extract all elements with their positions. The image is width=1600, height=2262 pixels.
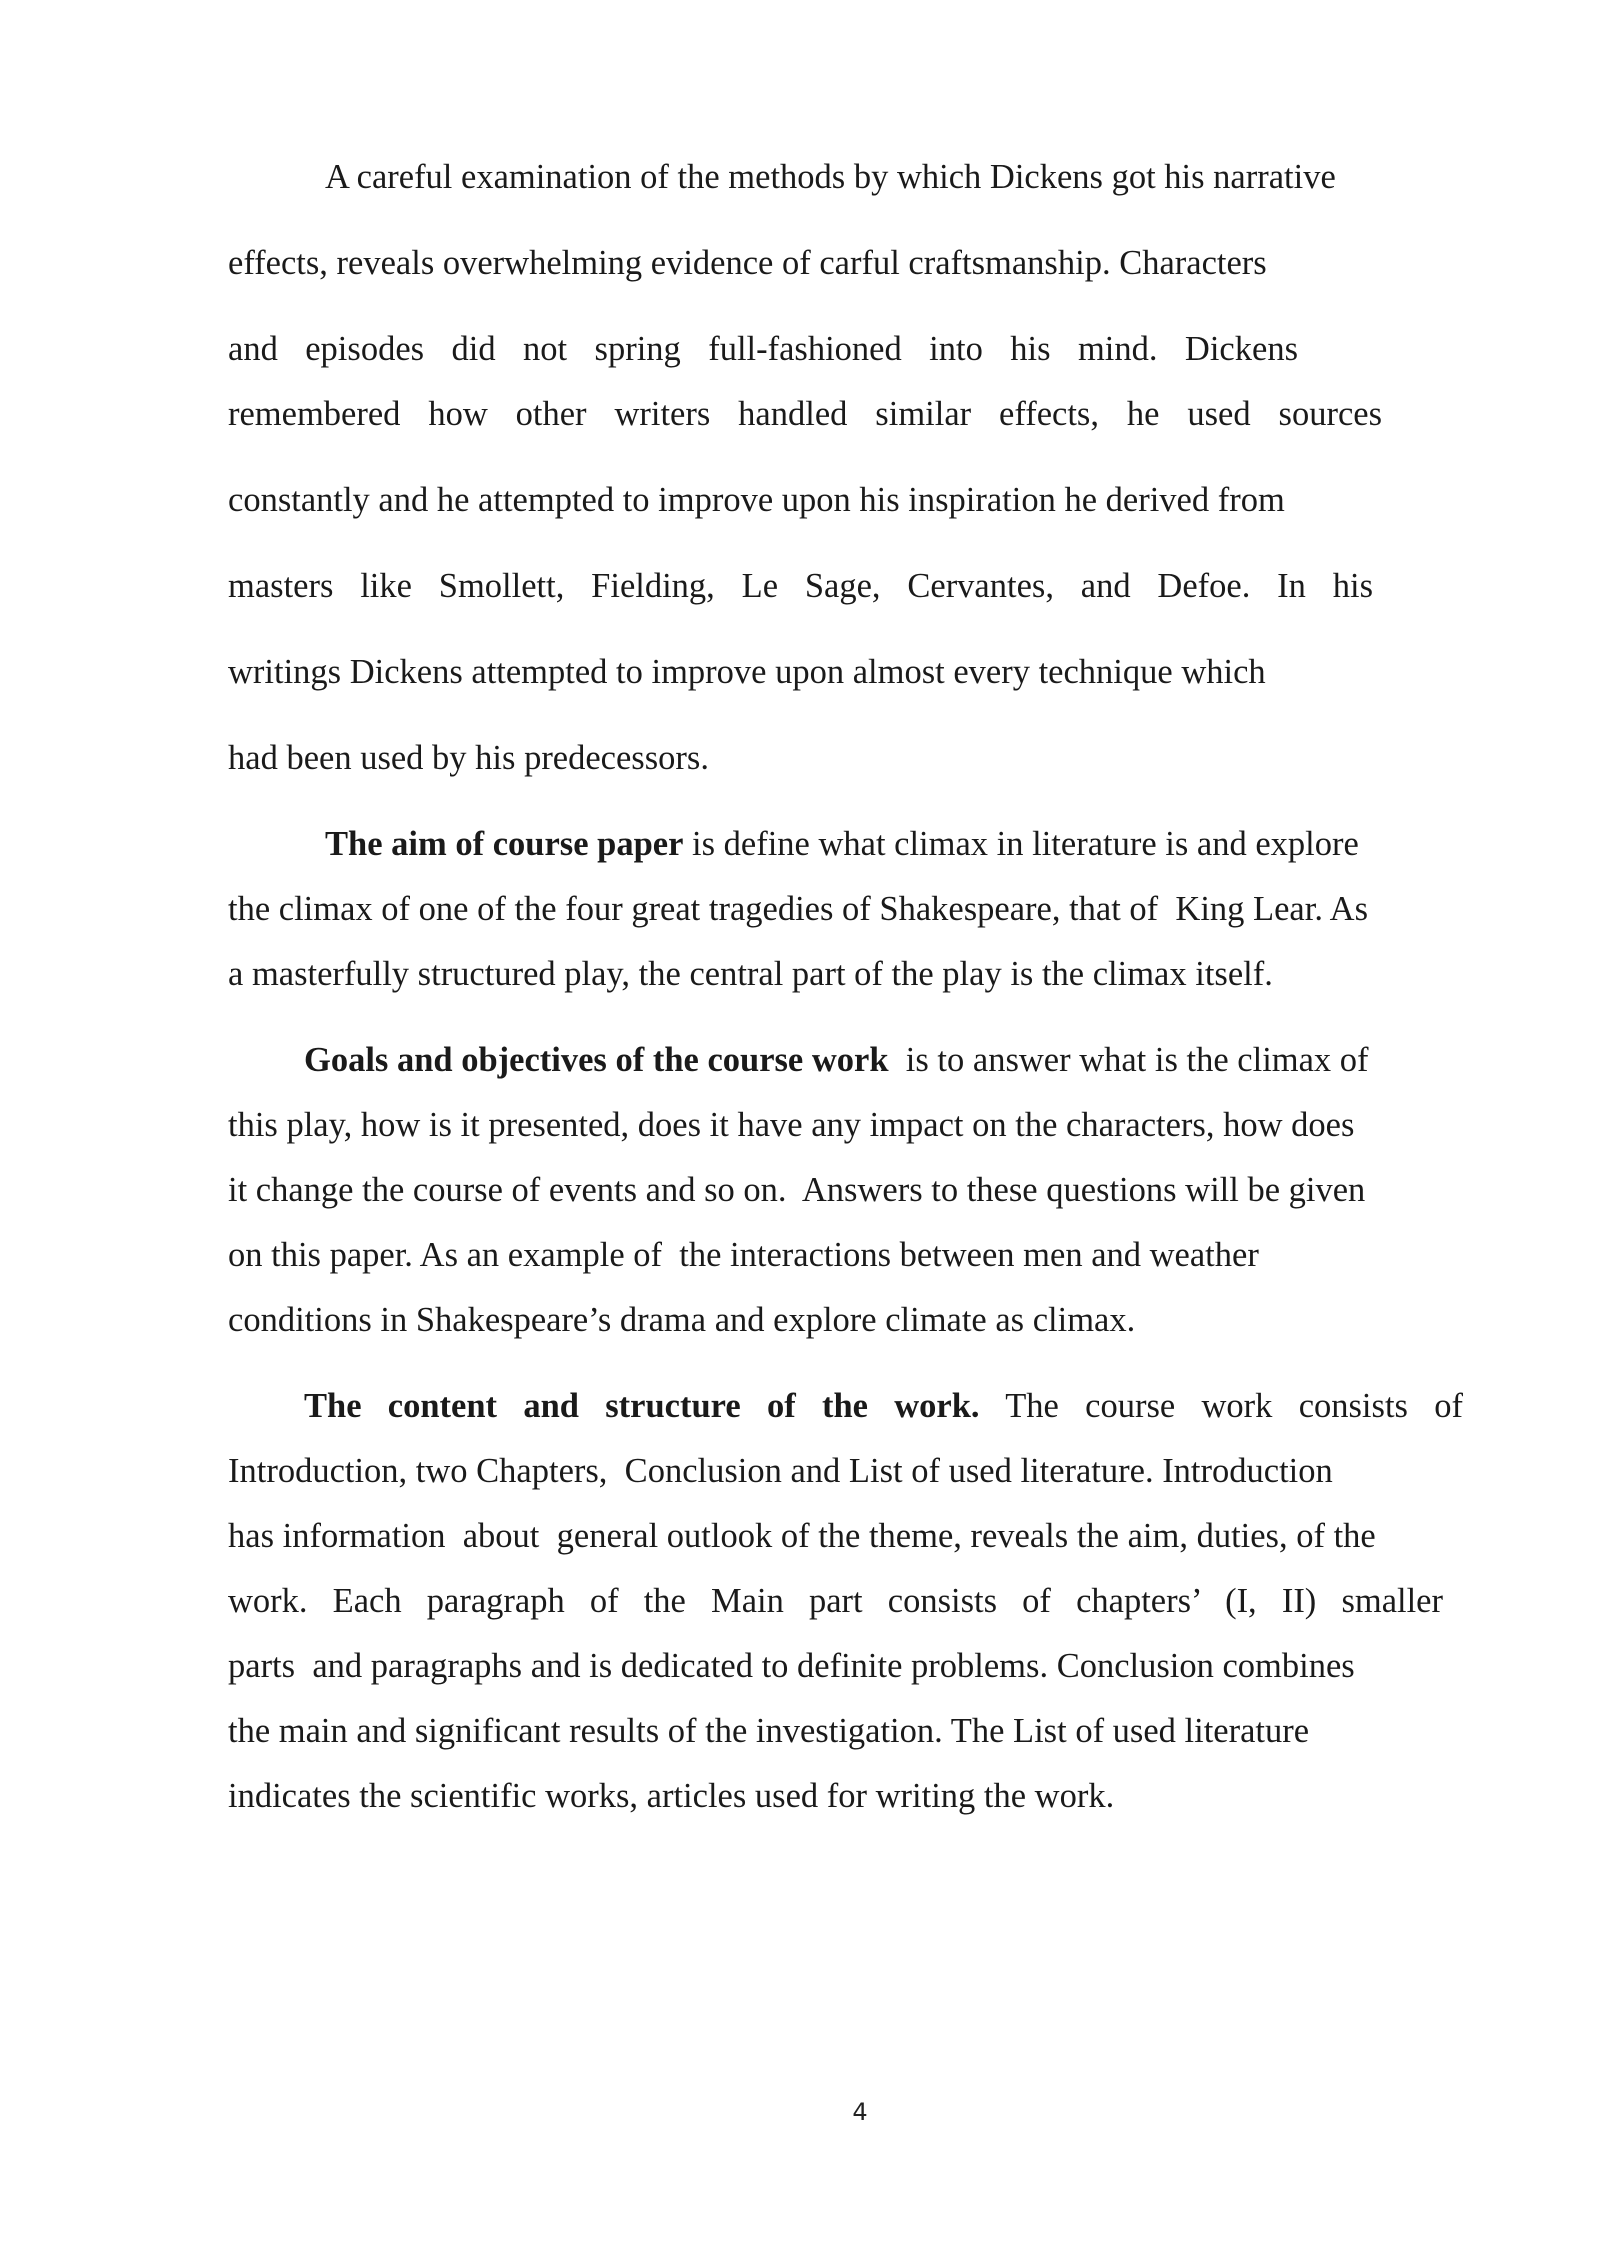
paragraph-heading: The aim of course paper	[325, 825, 684, 863]
paragraph-line: effects, reveals overwhelming evidence of carful craftsmanship. Characters	[228, 244, 1267, 282]
paragraph-line: and episodes did not spring full-fashioned into his mind. Dickens	[228, 330, 1298, 368]
paragraph-line-text: The course work consists of	[979, 1387, 1463, 1425]
paragraph-line: on this paper. As an example of the interactions between men and weather	[228, 1236, 1259, 1274]
paragraph-line: Introduction, two Chapters, Conclusion and List of used literature. Introduction	[228, 1452, 1333, 1490]
paragraph-line: remembered how other writers handled similar effects, he used sources	[228, 395, 1382, 433]
paragraph-line-text: is to answer what is the climax of	[888, 1041, 1369, 1079]
paragraph-line: masters like Smollett, Fielding, Le Sage, Cervantes, and Defoe. In his	[228, 567, 1373, 605]
paragraph-line: conditions in Shakespeare’s drama and explore climate as climax.	[228, 1301, 1136, 1339]
paragraph-line: indicates the scientific works, articles used for writing the work.	[228, 1777, 1115, 1815]
paragraph-line-text: is define what climax in literature is and explore	[683, 825, 1359, 863]
paragraph-line	[304, 1389, 1463, 1424]
paragraph-line: a masterfully structured play, the central part of the play is the climax itself.	[228, 955, 1273, 993]
paragraph-line	[304, 1043, 1369, 1078]
paragraph-line: the main and significant results of the investigation. The List of used literature	[228, 1712, 1310, 1750]
paragraph-line: this play, how is it presented, does it have any impact on the characters, how does	[228, 1106, 1355, 1144]
paragraph-line: parts and paragraphs and is dedicated to definite problems. Conclusion combines	[228, 1647, 1355, 1685]
paragraph-heading: Goals and objectives of the course work	[304, 1041, 889, 1079]
paragraph-line: the climax of one of the four great tragedies of Shakespeare, that of King Lear. As	[228, 890, 1369, 928]
paragraph-line: writings Dickens attempted to improve upon almost every technique which	[228, 653, 1266, 691]
paragraph-heading: The content and structure of the work.	[304, 1387, 980, 1425]
paragraph-line: had been used by his predecessors.	[228, 739, 709, 777]
paragraph-line: has information about general outlook of the theme, reveals the aim, duties, of the	[228, 1517, 1376, 1555]
paragraph-line: constantly and he attempted to improve upon his inspiration he derived from	[228, 481, 1285, 519]
paragraph-line	[325, 827, 1359, 862]
paragraph-line: it change the course of events and so on. Answers to these questions will be given	[228, 1171, 1366, 1209]
paragraph-line: A careful examination of the methods by which Dickens got his narrative	[325, 158, 1336, 196]
paragraph-line: work. Each paragraph of the Main part consists of chapters’ (I, II) smaller	[228, 1582, 1443, 1620]
page-number: 4	[852, 2098, 868, 2126]
